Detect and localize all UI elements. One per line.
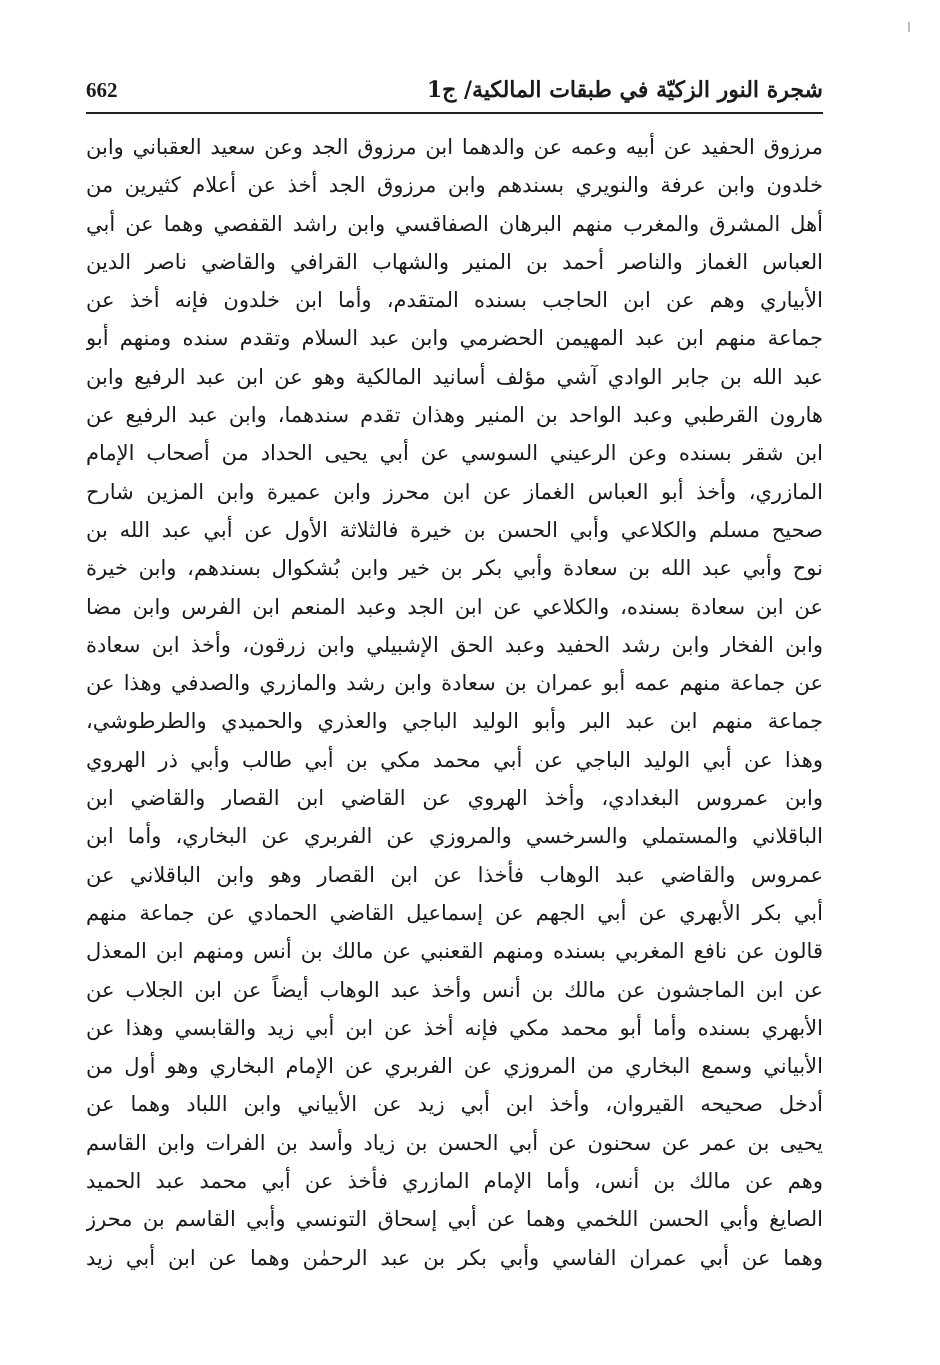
page-header	[86, 74, 823, 114]
text-line: نوح وأبي عبد الله بن سعادة وأبي بكر بن خير وابن بُشكوال بسندهم، وابن خيرة	[86, 556, 823, 581]
text-line: وهما عن أبي عمران الفاسي وأبي بكر بن عبد الرحمٰن وهما عن ابن أبي زيد	[86, 1245, 823, 1270]
text-line: عمروس والقاضي عبد الوهاب فأخذا عن ابن القصار وهو وابن الباقلاني عن	[86, 862, 823, 887]
text-line: عبد الله بن جابر الوادي آشي مؤلف أسانيد المالكية وهو عن ابن عبد الرفيع وابن	[86, 364, 823, 389]
text-line: أدخل صحيحه القيروان، وأخذ ابن أبي زيد عن الأبياني وابن اللباد وهما عن	[86, 1092, 823, 1117]
text-line: جماعة منهم ابن عبد المهيمن الحضرمي وابن عبد السلام وتقدم سنده ومنهم أبو	[86, 326, 823, 351]
text-line: المازري، وأخذ أبو العباس الغماز عن ابن محرز وابن عميرة وابن المزين شارح	[86, 479, 823, 504]
text-line: الأبياري وهم عن ابن الحاجب بسنده المتقدم، وأما ابن خلدون فإنه أخذ عن	[86, 288, 823, 313]
text-line: ابن شقر بسنده وعن الرعيني السوسي عن أبي يحيى الحداد من أصحاب الإمام	[86, 441, 823, 466]
text-line: قالون عن نافع المغربي بسنده ومنهم القعنبي عن مالك بن أنس ومنهم ابن المعذل	[86, 939, 823, 964]
text-line: الباقلاني والمستملي والسرخسي والمروزي عن الفربري عن البخاري، وأما ابن	[86, 824, 823, 849]
text-line: عن ابن الماجشون عن مالك بن أنس وأخذ عبد الوهاب أيضاً عن ابن الجلاب عن	[86, 977, 823, 1002]
text-line: وهذا عن أبي الوليد الباجي عن أبي محمد مكي بن أبي طالب وأبي ذر الهروي	[86, 747, 823, 772]
page-number: 662	[86, 78, 118, 102]
text-line: وابن عمروس البغدادي، وأخذ الهروي عن القاضي ابن القصار والقاضي ابن	[86, 786, 823, 811]
text-line: صحيح مسلم والكلاعي وأبي الحسن بن خيرة فالثلاثة الأول عن أبي عبد الله بن	[86, 517, 823, 542]
text-line: الأبياني وسمع البخاري من المروزي عن الفربري عن الإمام البخاري وهو أول من	[86, 1054, 823, 1079]
text-line: وابن الفخار وابن رشد الحفيد وعبد الحق الإشبيلي وابن زرقون، وأخذ ابن سعادة	[86, 632, 823, 657]
text-line: أهل المشرق والمغرب منهم البرهان الصفاقسي وابن راشد القفصي وهما عن أبي	[86, 211, 823, 236]
scan-mark	[908, 22, 910, 32]
header-divider	[86, 112, 823, 114]
text-line: عن جماعة منهم عمه أبو عمران بن سعادة وابن رشد والمازري والصدفي وهذا عن	[86, 671, 823, 696]
text-line: جماعة منهم ابن عبد البر وأبو الوليد الباجي والعذري والحميدي والطرطوشي،	[86, 709, 823, 734]
running-title: شجرة النور الزكيّة في طبقات المالكية/ ج1	[426, 77, 823, 103]
text-line: مرزوق الحفيد عن أبيه وعمه عن والدهما ابن مرزوق الجد وعن سعيد العقباني وابن	[86, 135, 823, 159]
text-line: وهم عن مالك بن أنس، وأما الإمام المازري فأخذ عن أبي محمد عبد الحميد	[86, 1169, 823, 1194]
text-line: هارون القرطبي وعبد الواحد بن المنير وهذان تقدم سندهما، وابن عبد الرفيع عن	[86, 403, 823, 428]
text-line: الأبهري بسنده وأما أبو محمد مكي فإنه أخذ عن ابن أبي زيد والقابسي وهذا عن	[86, 1015, 823, 1040]
text-line: عن ابن سعادة بسنده، والكلاعي عن ابن الجد وعبد المنعم ابن الفرس وابن مضا	[86, 594, 823, 619]
text-line: أبي بكر الأبهري عن أبي الجهم عن إسماعيل القاضي الحمادي عن جماعة منهم	[86, 900, 823, 925]
text-line: الصايغ وأبي الحسن اللخمي وهما عن أبي إسحاق التونسي وأبي القاسم بن محرز	[86, 1207, 823, 1232]
body-text	[86, 128, 823, 1277]
text-line: العباس الغماز والناصر أحمد بن المنير والشهاب القرافي والقاضي ناصر الدين	[86, 249, 823, 274]
text-line: يحيى بن عمر عن سحنون عن أبي الحسن بن زياد وأسد بن الفرات وابن القاسم	[86, 1130, 823, 1155]
text-line: خلدون وابن عرفة والنويري بسندهم وابن مرزوق الجد أخذ عن أعلام كثيرين من	[86, 173, 823, 198]
